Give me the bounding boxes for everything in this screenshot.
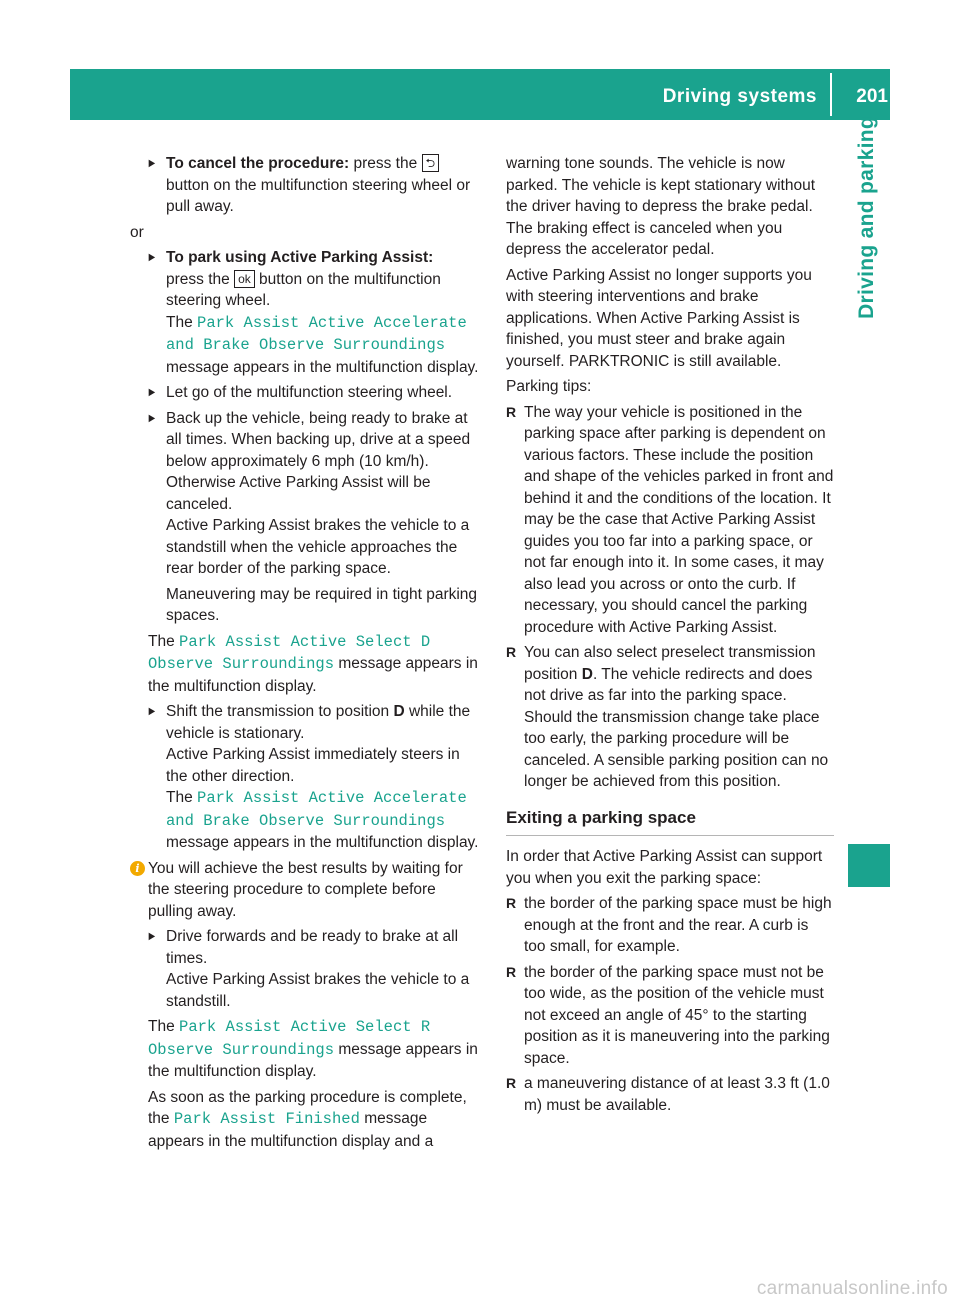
step-drive-forward <box>148 926 482 1012</box>
page-number: 201 <box>856 86 888 107</box>
step-drive-text-b: Active Parking Assist brakes the vehicle to a standstill. <box>166 971 470 1010</box>
select-d-paragraph <box>148 631 482 698</box>
step-back-up-text-c: Maneuvering may be required in tight parking spaces. <box>166 585 478 624</box>
section-title: Driving systems <box>662 86 817 107</box>
finished-paragraph <box>148 1087 482 1153</box>
step-shift-text-a: Shift the transmission to position <box>166 703 394 720</box>
side-tab-marker <box>848 844 890 887</box>
left-column <box>130 153 482 1156</box>
step-shift-text-e: message appears in the multifunction display. <box>166 834 479 851</box>
step-shift-text-d: The <box>166 789 198 806</box>
back-button-icon: ⮌ <box>422 154 440 172</box>
tip-preselect-text-c: Should the transmission change take place too early, the parking procedure will be canceled. A sensible parking position can no longer be achieved from this position. <box>524 708 829 790</box>
finished-text-a: As soon as the parking procedure is complete, the <box>148 1088 467 1127</box>
step-shift-text-b: while the vehicle is stationary. <box>166 703 471 742</box>
side-tab-label: Driving and parking <box>855 116 878 319</box>
tips-label: Parking tips: <box>506 378 592 395</box>
info-note-text: You will achieve the best results by waiting for the steering procedure to complete before pulling away. <box>148 859 463 920</box>
finished-text-b: message appears in the multifunction display and a <box>148 1110 434 1150</box>
tip-preselect-text-b: . The vehicle redirects and does not drive as far into the parking space. <box>524 665 813 704</box>
select-d-text-b: message appears in the multifunction display. <box>148 655 478 695</box>
exiting-intro: In order that Active Parking Assist can support you when you exit the parking space: <box>506 848 823 887</box>
transmission-position-d: D <box>393 703 405 720</box>
step-back-up-text-a: Back up the vehicle, being ready to brake at all times. When backing up, drive at a speed below approximately 6 mph (10 km/h). Otherwise Active Parking Assist will be canceled. <box>166 409 471 513</box>
no-support-paragraph: Active Parking Assist no longer supports you with steering interventions and brake applications. When Active Parking Assist is finished, you must steer and brake again yourself. PARKTRONIC is still available. <box>506 266 812 370</box>
display-message-finished: Park Assist Finished <box>173 1110 360 1128</box>
step-cancel-label: To cancel the procedure: <box>166 155 350 172</box>
condition-border-width: R the border of the parking space must not be too wide, as the position of the vehicle must not exceed an angle of 45° to the starting position as it is maneuvering into the parking space. <box>506 962 834 1070</box>
tip-preselect <box>506 642 834 793</box>
ok-button-icon: ok <box>234 270 255 288</box>
info-note <box>130 858 482 923</box>
step-back-up <box>148 408 482 627</box>
transmission-position-d-2: D <box>581 665 593 683</box>
display-message-select-d: Park Assist Active Select D Observe Surroundings <box>148 632 431 673</box>
step-shift-d <box>148 701 482 854</box>
page-header <box>70 69 890 120</box>
condition-border-height: R the border of the parking space must be high enough at the front and the rear. A curb is too small, for example. <box>506 893 834 958</box>
step-shift-text-c: Active Parking Assist immediately steers in the other direction. <box>166 746 460 785</box>
step-park-text-c: The <box>166 313 198 331</box>
select-d-text-a: The <box>148 632 180 650</box>
info-icon: i <box>130 861 145 876</box>
step-cancel-text-a: press the <box>349 155 422 172</box>
display-message-accelerate-2: Park Assist Active Accelerate and Brake Observe Surroundings <box>166 789 467 830</box>
tip-preselect-text-a: You can also select preselect transmission position <box>524 644 816 683</box>
display-message-select-r: Park Assist Active Select R Observe Surroundings <box>148 1018 431 1059</box>
step-back-up-text-b: Active Parking Assist brakes the vehicle to a standstill when the vehicle approaches the rear border of the parking space. <box>166 517 470 577</box>
header-divider <box>830 73 832 116</box>
select-r-text-a: The <box>148 1018 180 1035</box>
select-r-text-b: message appears in the multifunction display. <box>148 1040 478 1080</box>
step-cancel <box>148 153 482 218</box>
side-tab <box>844 116 890 806</box>
condition-distance: R a maneuvering distance of at least 3.3 ft (1.0 m) must be available. <box>506 1073 834 1116</box>
exiting-heading: Exiting a parking space <box>506 807 834 837</box>
step-drive-text-a: Drive forwards and be ready to brake at all times. <box>166 928 459 967</box>
display-message-accelerate: Park Assist Active Accelerate and Brake Observe Surroundings <box>166 313 467 354</box>
step-park-text-a: press the <box>166 270 235 288</box>
step-park-text-d: message appears in the multifunction display. <box>166 358 479 376</box>
step-park-text-b: button on the multifunction steering wheel. <box>166 270 441 309</box>
step-park-label: To park using Active Parking Assist: <box>166 249 434 266</box>
right-column <box>506 153 834 1120</box>
select-r-paragraph <box>148 1016 482 1083</box>
step-cancel-text-b: button on the multifunction steering wheel or pull away. <box>166 176 471 215</box>
watermark: carmanualsonline.info <box>756 1278 948 1299</box>
step-park <box>148 247 482 378</box>
tip-position: R The way your vehicle is positioned in the parking space after parking is dependent on various factors. These include the position and shape of the vehicles parked in front and behind it and the conditions of the location. It may be the case that Active Parking Assist guides you too far into a parking space, or not far enough into it. In some cases, it may also lead you across or onto the curb. If necessary, you should cancel the parking procedure with Active Parking Assist. <box>506 402 834 639</box>
or-text: or <box>130 223 144 241</box>
step-let-go: ▶ Let go of the multifunction steering wheel. <box>148 382 482 404</box>
parked-paragraph: warning tone sounds. The vehicle is now parked. The vehicle is kept stationary without the driver having to depress the brake pedal. The braking effect is canceled when you depress the accelerator pedal. <box>506 155 816 258</box>
